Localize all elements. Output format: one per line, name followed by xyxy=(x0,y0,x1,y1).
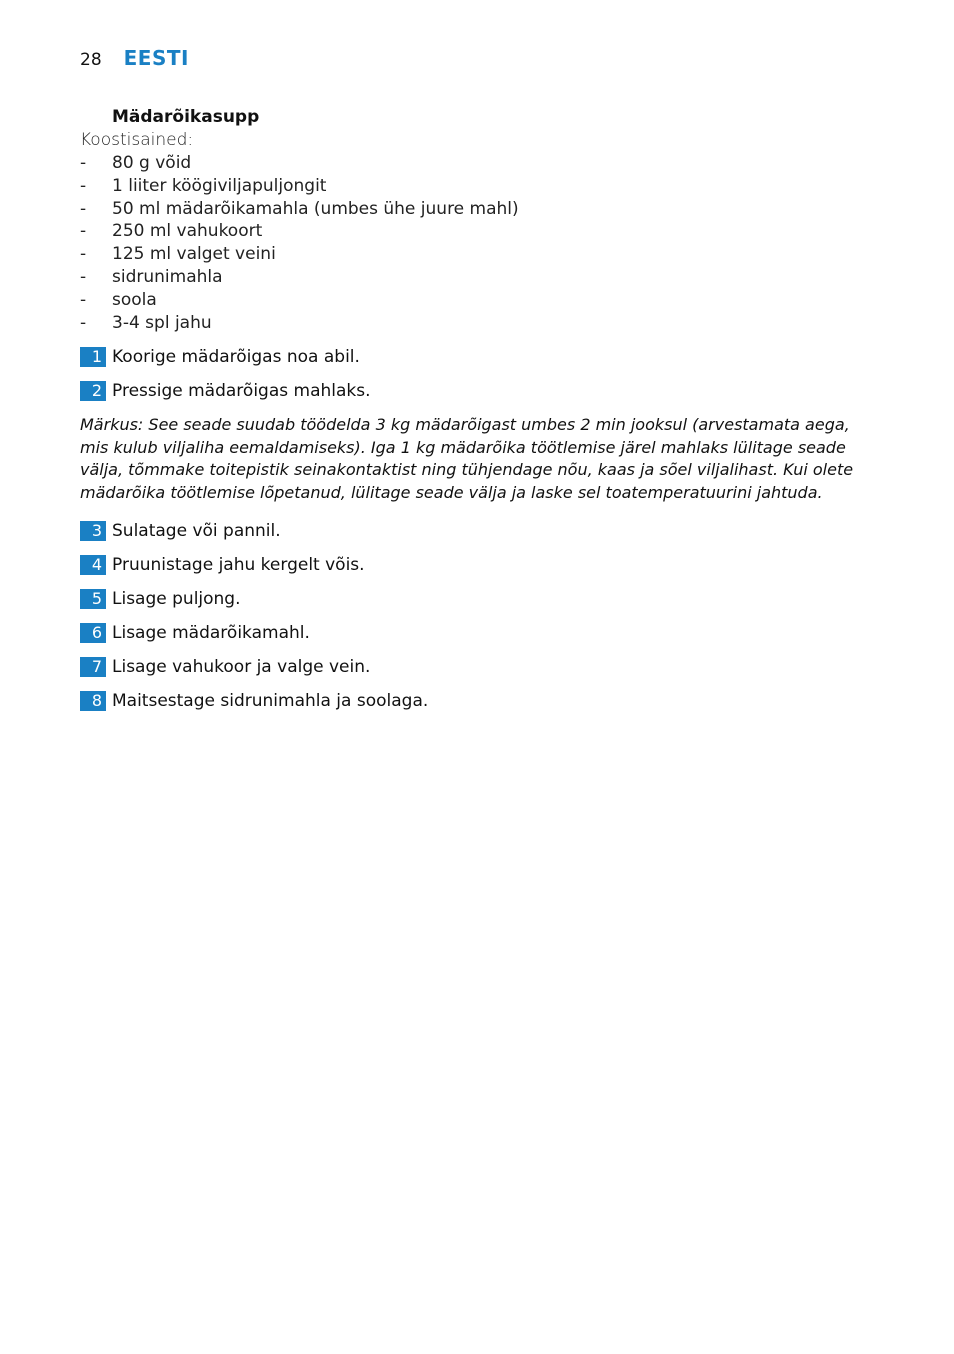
page-number: 28 xyxy=(80,50,102,70)
note-paragraph: Märkus: See seade suudab töödelda 3 kg mädarõigast umbes 2 min jooksul (arvestamata aega, mis kulub viljaliha eemaldamiseks). Iga 1 kg mädarõika töötlemise järel mahlaks lülitage seade välja, tõmmake toitepistik seinakontaktist ning tühjendage nõu, kaas ja sõel viljalihast. Kui olete mädarõika töötlemise lõpetanud, lülitage seade välja ja laske sel toatemperatuurini jahtuda. xyxy=(80,415,854,502)
recipe-title: Mädarõikasupp xyxy=(112,107,260,127)
ingredient-item xyxy=(80,220,870,243)
step-number-badge: 4 xyxy=(80,555,106,575)
ingredient-text: 125 ml valget veini xyxy=(112,244,276,265)
ingredient-item xyxy=(80,266,870,289)
ingredient-text: sidrunimahla xyxy=(112,266,223,287)
step-text: Lisage puljong. xyxy=(112,589,241,610)
ingredients-list xyxy=(80,152,870,334)
ingredient-text: 1 liiter köögiviljapuljongit xyxy=(112,175,327,196)
step-text: Lisage vahukoor ja valge vein. xyxy=(112,657,371,678)
recipe-content xyxy=(80,106,870,712)
step-number-badge: 7 xyxy=(80,657,106,677)
ingredient-text: 50 ml mädarõikamahla (umbes ühe juure mahl) xyxy=(112,198,519,219)
ingredient-item xyxy=(80,198,870,221)
ingredient-dash: - xyxy=(80,266,87,287)
ingredients-label: Koostisained: xyxy=(80,130,194,150)
step-item xyxy=(80,656,870,678)
step-text: Pruunistage jahu kergelt võis. xyxy=(112,555,365,576)
ingredient-dash: - xyxy=(80,244,87,265)
step-number-badge: 8 xyxy=(80,691,106,711)
step-item xyxy=(80,622,870,644)
ingredient-item xyxy=(80,312,870,335)
step-item xyxy=(80,690,870,712)
step-text: Sulatage või pannil. xyxy=(112,521,281,542)
ingredient-dash: - xyxy=(80,289,87,310)
page-header xyxy=(80,46,189,76)
step-text: Koorige mädarõigas noa abil. xyxy=(112,347,360,368)
ingredient-dash: - xyxy=(80,175,87,196)
ingredient-dash: - xyxy=(80,153,87,173)
step-item xyxy=(80,520,870,542)
step-text: Pressige mädarõigas mahlaks. xyxy=(112,381,371,402)
step-item xyxy=(80,380,870,402)
ingredient-text: soola xyxy=(112,289,157,310)
ingredient-dash: - xyxy=(80,198,87,219)
step-number-badge: 3 xyxy=(80,521,106,541)
step-item xyxy=(80,554,870,576)
step-number-badge: 6 xyxy=(80,623,106,643)
steps-list-part2 xyxy=(80,520,870,712)
step-item xyxy=(80,346,870,368)
ingredient-item xyxy=(80,243,870,266)
ingredient-item xyxy=(80,289,870,312)
step-text: Maitsestage sidrunimahla ja soolaga. xyxy=(112,691,429,712)
ingredient-text: 250 ml vahukoort xyxy=(112,221,263,242)
step-text: Lisage mädarõikamahl. xyxy=(112,623,310,644)
ingredient-item xyxy=(80,175,870,198)
ingredient-dash: - xyxy=(80,221,87,242)
step-number-badge: 5 xyxy=(80,589,106,609)
step-number-badge: 1 xyxy=(80,347,106,367)
ingredient-item xyxy=(80,152,870,175)
section-label: EESTI xyxy=(123,46,189,70)
ingredient-dash: - xyxy=(80,312,87,333)
ingredient-text: 3-4 spl jahu xyxy=(112,312,212,333)
steps-list-part1 xyxy=(80,346,870,402)
step-number-badge: 2 xyxy=(80,381,106,401)
ingredient-text: 80 g võid xyxy=(112,153,192,173)
step-item xyxy=(80,588,870,610)
